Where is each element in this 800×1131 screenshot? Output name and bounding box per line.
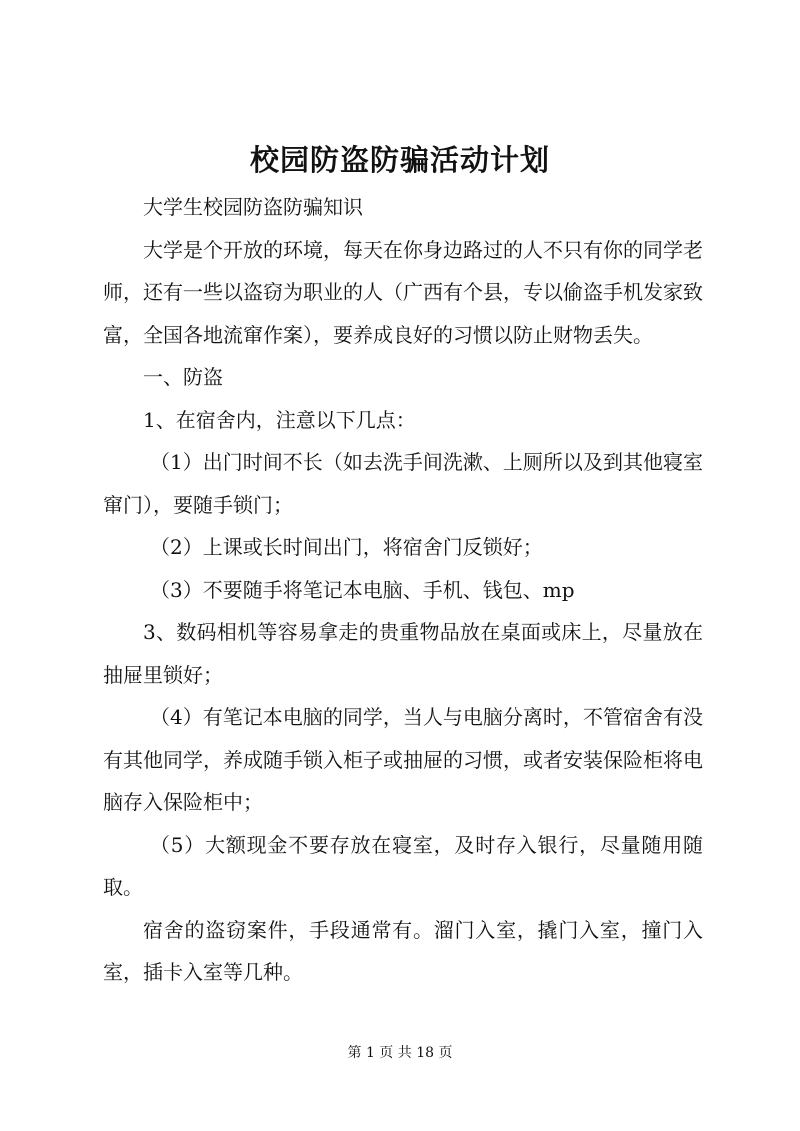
- page-number-footer: 第 1 页 共 18 页: [347, 1045, 453, 1061]
- list-item-4: （4）有笔记本电脑的同学，当人与电脑分离时，不管宿舍有没有其他同学，养成随手锁入柜子或抽屉的习惯，或者安装保险柜将电脑存入保险柜中；: [103, 705, 703, 814]
- paragraph-intro: 大学是个开放的环境，每天在你身边路过的人不只有你的同学老师，还有一些以盗窃为职业的人（广西有个县，专以偷盗手机发家致富，全国各地流窜作案），要养成良好的习惯以防止财物丢失。: [103, 237, 703, 347]
- list-item-5: （5）大额现金不要存放在寝室，及时存入银行，尽量随用随取。: [103, 832, 703, 899]
- list-item-1: （1）出门时间不长（如去洗手间洗漱、上厕所以及到其他寝室窜门），要随手锁门；: [103, 450, 703, 517]
- paragraph-theft-methods: 宿舍的盗窃案件，手段通常有。溜门入室，撬门入室，撞门入室，插卡入室等几种。: [103, 917, 703, 984]
- list-item-2: （2）上课或长时间出门，将宿舍门反锁好；: [150, 535, 543, 559]
- list-item-3: （3）不要随手将笔记本电脑、手机、钱包、mp: [150, 577, 575, 602]
- document-body: [103, 186, 703, 994]
- document-title: 校园防盗防骗活动计划: [249, 143, 550, 177]
- section-heading-anti-theft: 一、防盗: [143, 365, 223, 389]
- paragraph-valuables: 3、数码相机等容易拿走的贵重物品放在桌面或床上，尽量放在抽屉里锁好；: [103, 620, 703, 687]
- paragraph-subtitle: 大学生校园防盗防骗知识: [143, 195, 363, 219]
- paragraph-dorm-points: 1、在宿舍内，注意以下几点：: [143, 407, 416, 432]
